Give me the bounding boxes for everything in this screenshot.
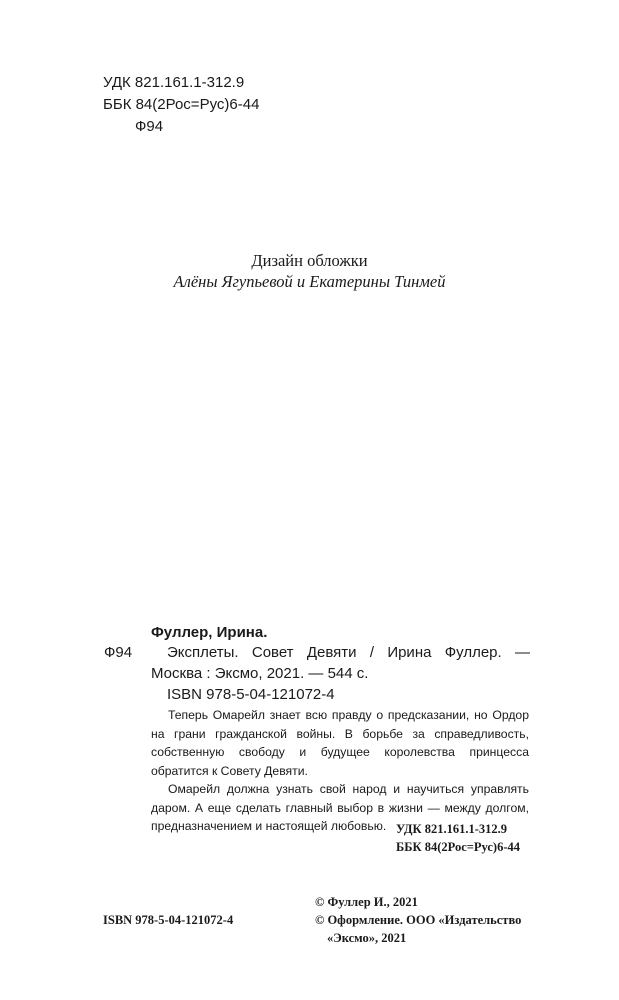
annotation — [151, 706, 529, 836]
title-line — [167, 642, 530, 663]
udk-code-bottom: УДК 821.161.1-312.9 — [396, 822, 507, 836]
bbk-code-top: ББК 84(2Рос=Рус)6-44 — [103, 96, 260, 113]
cover-designers-names: Алёны Ягупьевой и Екатерины Тинмей — [173, 272, 446, 291]
author-heading: Фуллер, Ирина. — [151, 624, 268, 641]
cover-designers — [0, 271, 619, 293]
annotation-paragraph-1: Теперь Омарейл знает всю правду о предсказании, но Ордор на грани гражданской войны. В борьбе за справедливость, собственную свободу и будущее королевства принцесса обратится к Совету Девяти. — [151, 708, 529, 778]
cover-design-label: Дизайн обложки — [251, 251, 368, 270]
copyright-design-line-2: «Эксмо», 2021 — [327, 931, 407, 945]
bbk-code-bottom: ББК 84(2Рос=Рус)6-44 — [396, 840, 520, 854]
author-mark-record: Ф94 — [104, 644, 133, 661]
annotation-paragraph-2: Омарейл должна узнать свой народ и научиться управлять даром. А еще сделать главный выбор в жизни — между долгом, предназначением и настоящей любовью. — [151, 782, 529, 833]
author-mark-top: Ф94 — [135, 118, 164, 135]
isbn-record: ISBN 978-5-04-121072-4 — [167, 686, 335, 703]
copyright-design-line-1: © Оформление. ООО «Издательство — [315, 913, 522, 927]
isbn-footer: ISBN 978-5-04-121072-4 — [103, 913, 234, 927]
copyright-author: © Фуллер И., 2021 — [315, 895, 418, 909]
title-line-text: Эксплеты. Совет Девяти / Ирина Фуллер. — — [167, 644, 530, 661]
imprint-line: Москва : Эксмо, 2021. — 544 с. — [151, 665, 369, 682]
udk-code-top: УДК 821.161.1-312.9 — [103, 74, 245, 91]
